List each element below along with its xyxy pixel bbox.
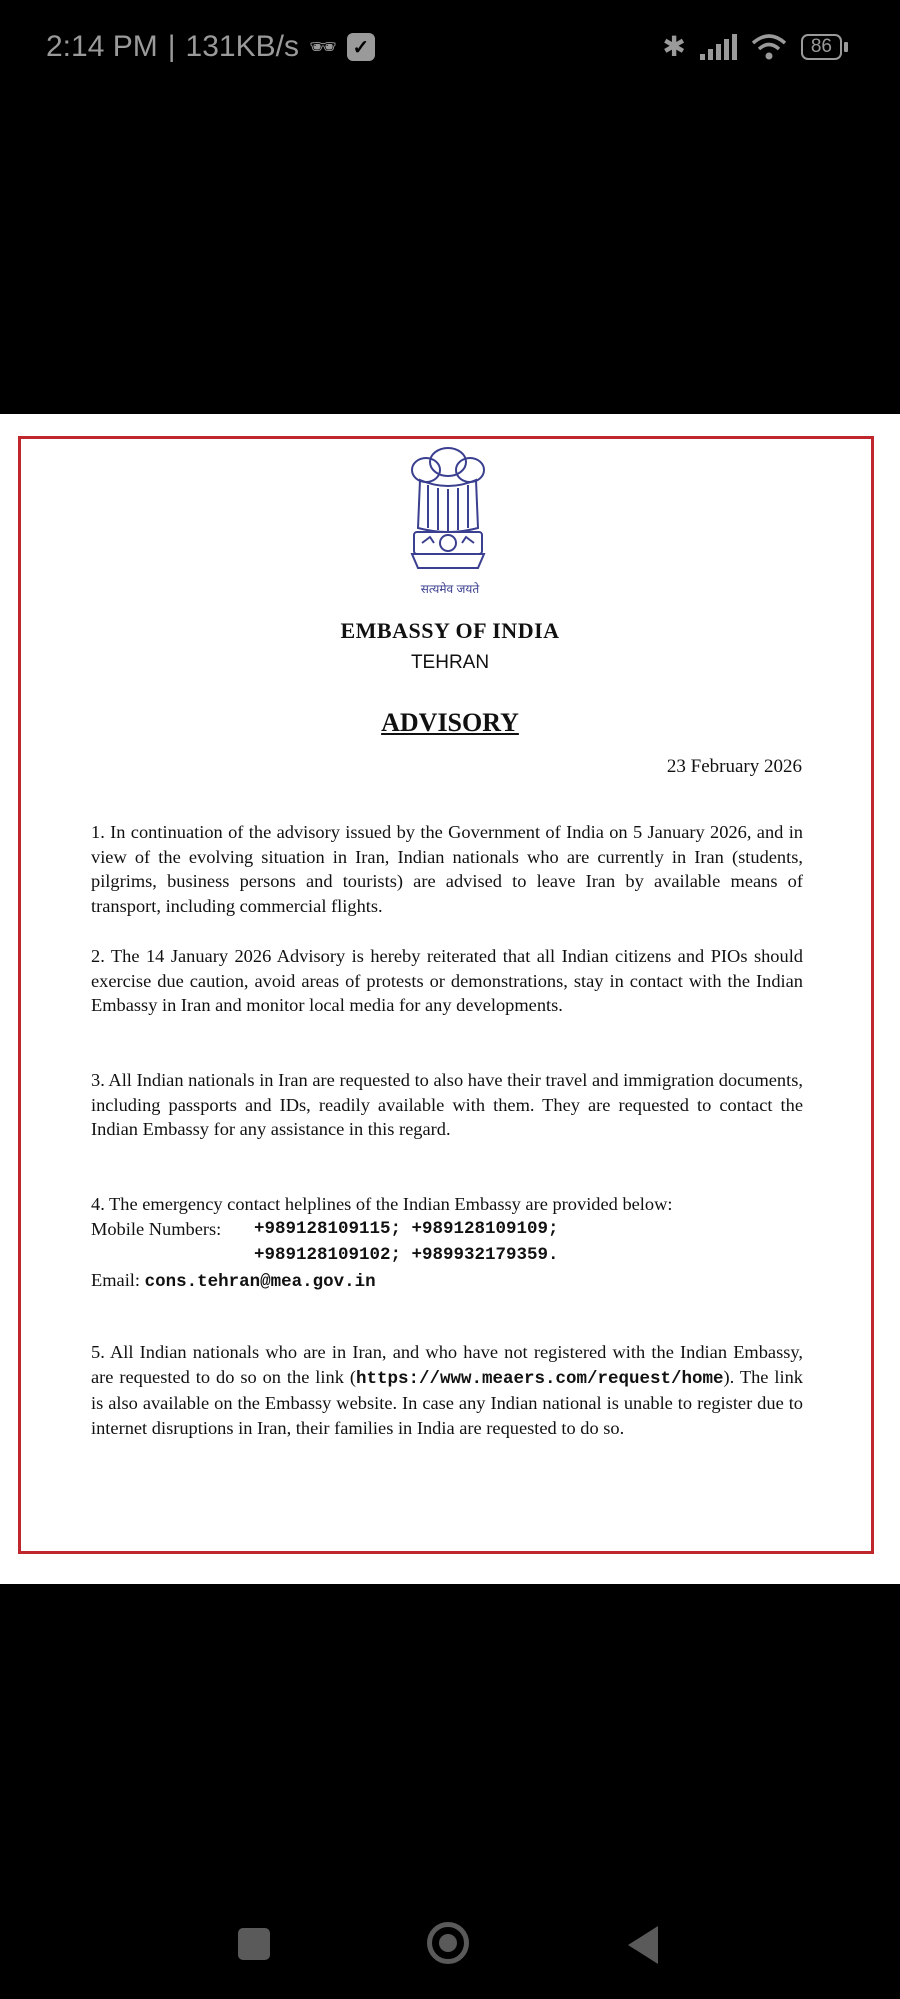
emblem-motto: सत्यमेव जयते — [420, 582, 480, 596]
helpline-intro: 4. The emergency contact helplines of the Indian Embassy are provided below: — [91, 1194, 673, 1214]
wifi-icon — [751, 33, 787, 61]
advisory-date: 23 February 2026 — [666, 756, 802, 777]
status-separator: | — [167, 30, 176, 63]
mobile-numbers-line — [91, 1217, 803, 1242]
signal-icon — [700, 34, 737, 60]
mobile-numbers-line-2 — [91, 1241, 803, 1268]
mobile-numbers-2[interactable]: +989128109102; +989932179359. — [254, 1245, 559, 1266]
document-page — [0, 414, 900, 1584]
embassy-title: EMBASSY OF INDIA — [340, 618, 560, 643]
network-speed: 131KB/s — [185, 30, 299, 63]
email-line — [91, 1268, 803, 1295]
bluetooth-icon: ✱ — [662, 31, 686, 62]
registration-link[interactable]: https://www.meaers.com/request/home — [355, 1368, 724, 1389]
para5-start: 5. All Indian nationals who are in Iran, and who have not registered with the Indian Embassy, are requested to do so on the link ( — [91, 1342, 803, 1387]
mobile-label: Mobile Numbers: — [91, 1218, 222, 1239]
incognito-icon: 🕶 — [308, 34, 337, 59]
status-time: 2:14 PM — [46, 30, 158, 63]
email-label: Email: — [91, 1270, 141, 1291]
embassy-city: TEHRAN — [410, 652, 490, 673]
battery-level: 86 — [801, 34, 842, 60]
navigation-bar — [0, 1900, 900, 1999]
v-app-icon: ✓ — [347, 33, 375, 61]
back-triangle-icon[interactable] — [628, 1926, 658, 1964]
recents-square-icon[interactable] — [238, 1928, 270, 1960]
battery-icon — [801, 34, 848, 60]
para5-end: ). The link is also available on the Embassy website. In case any Indian national is unable to register due to internet disruptions in Iran, their families in India are requested to do so. — [91, 1366, 803, 1439]
status-left — [46, 30, 375, 64]
paragraph-2: 2. The 14 January 2026 Advisory is hereby reiterated that all Indian citizens and PIOs should exercise due caution, avoid areas of protests or demonstrations, stay in contact with the Indian Embassy in Iran and monitor local media for any developments. — [91, 946, 803, 1016]
national-emblem-icon — [398, 440, 498, 590]
status-bar — [0, 0, 900, 96]
home-circle-icon[interactable] — [427, 1922, 469, 1964]
status-right — [662, 30, 848, 63]
advisory-heading: ADVISORY — [381, 708, 519, 737]
paragraph-1: 1. In continuation of the advisory issued by the Government of India on 5 January 2026, and in view of the evolving situation in Iran, Indian nationals who are currently in Iran (students, pilgrims, business persons and tourists) are advised to leave Iran by available means of transport, including commercial flights. — [91, 822, 803, 917]
email-address[interactable]: cons.tehran@mea.gov.in — [144, 1272, 376, 1293]
paragraph-5 — [91, 1340, 803, 1441]
mobile-numbers-1[interactable]: +989128109115; +989128109109; — [254, 1218, 559, 1239]
paragraph-4 — [91, 1192, 803, 1295]
paragraph-3: 3. All Indian nationals in Iran are requested to also have their travel and immigration documents, including passports and IDs, readily available with them. They are requested to contact the Indian Embassy for any assistance in this regard. — [91, 1070, 803, 1140]
